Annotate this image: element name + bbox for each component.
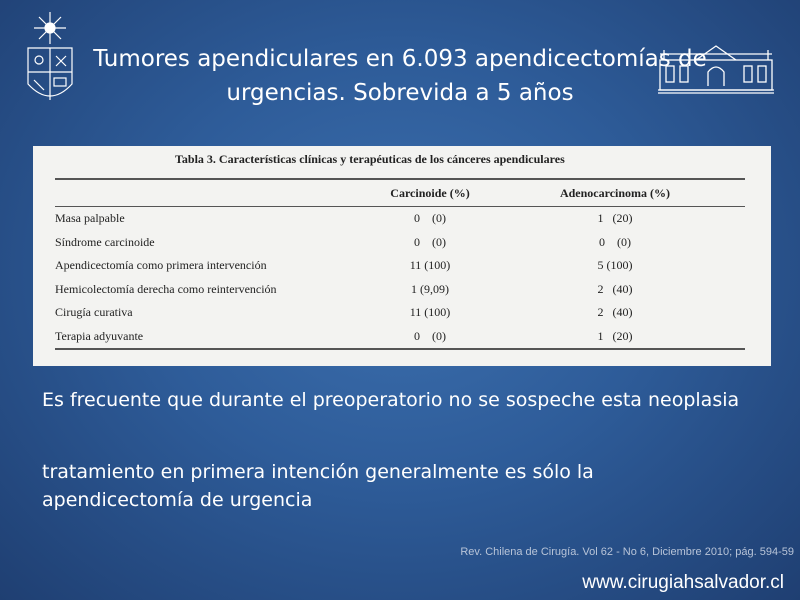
table-row	[55, 325, 745, 350]
carcinoide-value: 11 (100)	[409, 258, 451, 273]
header-cell	[55, 179, 375, 207]
adenocarcinoma-value: 2 (40)	[597, 281, 633, 296]
row-label: Síndrome carcinoide	[55, 234, 155, 249]
header-cell: Carcinoide (%)	[375, 179, 485, 207]
row-label: Apendicectomía como primera intervención	[55, 258, 267, 273]
table-row	[55, 207, 745, 231]
table-header-row	[55, 179, 745, 207]
bullet-text: tratamiento en primera intención generalmente es sólo la apendicectomía de urgencia	[42, 461, 594, 511]
carcinoide-value: 0 (0)	[375, 325, 485, 350]
adenocarcinoma-value: 1 (20)	[485, 325, 745, 350]
carcinoide-value: 0 (0)	[414, 211, 446, 226]
table-row	[55, 254, 745, 278]
data-table-figure	[33, 146, 771, 366]
carcinoide-value: 11 (100)	[409, 305, 451, 320]
table-row	[55, 301, 745, 325]
adenocarcinoma-value: 0 (0)	[599, 234, 631, 249]
adenocarcinoma-value: 1 (20)	[597, 211, 633, 226]
slide-title: Tumores apendiculares en 6.093 apendicectomías de urgencias. Sobrevida a 5 años	[93, 46, 707, 106]
citation-text: Rev. Chilena de Cirugía. Vol 62 - No 6, Diciembre 2010; pág. 594-59	[460, 546, 794, 558]
results-table	[55, 178, 745, 350]
header-cell: Adenocarcinoma (%)	[485, 179, 745, 207]
table-row	[55, 231, 745, 255]
adenocarcinoma-value: 2 (40)	[597, 305, 633, 320]
table-row	[55, 278, 745, 302]
row-label: Masa palpable	[55, 211, 125, 226]
adenocarcinoma-value: 5 (100)	[597, 258, 633, 273]
row-label: Hemicolectomía derecha como reintervención	[55, 281, 277, 296]
table-caption: Tabla 3. Características clínicas y terapéuticas de los cánceres apendiculares	[175, 152, 565, 166]
carcinoide-value: 0 (0)	[414, 234, 446, 249]
website-url[interactable]: www.cirugiahsalvador.cl	[582, 572, 784, 593]
row-label: Cirugía curativa	[55, 305, 133, 320]
carcinoide-value: 1 (9,09)	[411, 281, 449, 296]
bullet-text: Es frecuente que durante el preoperatorio no se sospeche esta neoplasia	[42, 389, 740, 411]
row-label: Terapia adyuvante	[55, 325, 375, 350]
